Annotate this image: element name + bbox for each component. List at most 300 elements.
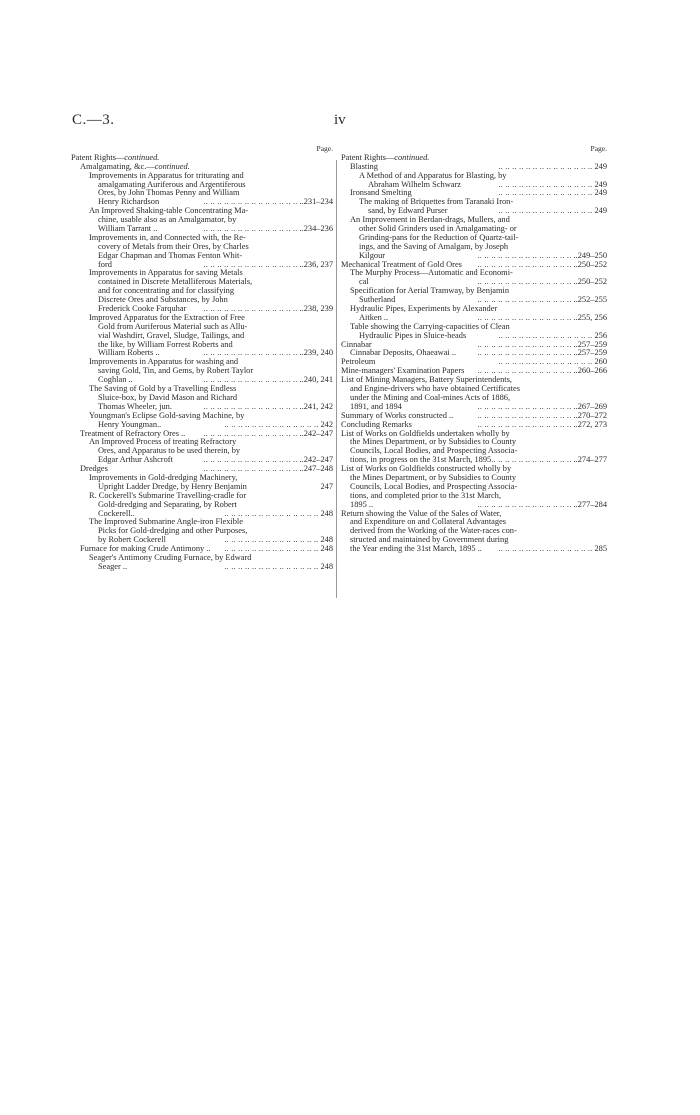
entry-page bbox=[331, 234, 333, 243]
entry-title: Patent Rights—continued. bbox=[71, 153, 160, 162]
leader-dots bbox=[160, 349, 298, 358]
leader-dots bbox=[412, 421, 572, 430]
contents-entry bbox=[341, 376, 607, 385]
contents-entry bbox=[341, 518, 607, 527]
leader-dots bbox=[247, 323, 331, 332]
entry-title: A Method of and Apparatus for Blasting, by bbox=[359, 171, 507, 180]
contents-entry bbox=[71, 287, 333, 296]
entry-title: Hydraulic Pipes, Experiments by Alexander bbox=[350, 305, 498, 314]
entry-title: Gold-dredging and Separating, by Robert bbox=[98, 500, 237, 509]
entry-page bbox=[331, 207, 333, 216]
entry-page bbox=[331, 492, 333, 501]
entry-page bbox=[331, 518, 333, 527]
leader-dots bbox=[510, 394, 605, 403]
leader-dots bbox=[520, 385, 605, 394]
leader-dots bbox=[237, 501, 331, 510]
entry-title: Sluice-box, by David Mason and Richard bbox=[98, 393, 238, 402]
leader-dots bbox=[186, 305, 297, 314]
leader-dots bbox=[517, 225, 605, 234]
contents-entry bbox=[71, 545, 333, 554]
entry-title: the like, by William Forrest Roberts and bbox=[98, 340, 233, 349]
leader-dots bbox=[236, 216, 331, 225]
entry-page bbox=[331, 341, 333, 350]
contents-entry bbox=[341, 216, 607, 225]
contents-entry bbox=[341, 474, 607, 483]
entry-title: Henry Youngman.. bbox=[98, 420, 162, 429]
contents-entry bbox=[71, 314, 333, 323]
contents-entry bbox=[71, 563, 333, 572]
contents-entry bbox=[341, 261, 607, 270]
leader-dots bbox=[373, 501, 571, 510]
leader-dots bbox=[245, 314, 331, 323]
leader-dots bbox=[236, 438, 331, 447]
entry-title: Councils, Local Bodies, and Prospecting Associa- bbox=[350, 482, 518, 491]
entry-page bbox=[331, 269, 333, 278]
entry-page bbox=[331, 438, 333, 447]
leader-dots bbox=[244, 332, 331, 341]
leader-dots bbox=[506, 518, 605, 527]
entry-page bbox=[331, 163, 333, 172]
entry-title: contained in Discrete Metalliferous Materials, bbox=[98, 278, 253, 287]
contents-entry bbox=[341, 172, 607, 181]
contents-entry bbox=[71, 189, 333, 198]
leader-dots bbox=[462, 261, 572, 270]
entry-page bbox=[605, 465, 607, 474]
entry-title: and for concentrating and for classifying bbox=[98, 287, 235, 296]
entry-title: Improvements in, and Connected with, the Re- bbox=[89, 233, 246, 242]
entry-title: Return showing the Value of the Sales of Water, bbox=[341, 509, 502, 518]
entry-page bbox=[605, 385, 607, 394]
entry-title: Dredges bbox=[80, 465, 108, 474]
contents-entry bbox=[341, 510, 607, 519]
contents-entry bbox=[341, 314, 607, 323]
entry-title: Cinnabar Deposits, Ohaeawai .. bbox=[350, 349, 457, 358]
contents-entry bbox=[71, 216, 333, 225]
leader-dots bbox=[506, 172, 605, 181]
entry-page: ..250–252 bbox=[573, 278, 607, 287]
entry-page bbox=[331, 181, 333, 190]
leader-dots bbox=[375, 358, 592, 367]
entry-title: Gold from Auriferous Material such as Allu- bbox=[98, 322, 248, 331]
entry-title: the Year ending the 31st March, 1895 .. bbox=[350, 545, 482, 554]
contents-entry bbox=[71, 234, 333, 243]
entry-title: Mechanical Treatment of Gold Ores bbox=[341, 260, 462, 269]
contents-entry bbox=[71, 483, 333, 492]
entry-page bbox=[331, 154, 333, 163]
entry-page bbox=[331, 243, 333, 252]
entry-title: List of Mining Managers, Battery Superintendents, bbox=[341, 376, 512, 385]
entry-title: ings, and the Saving of Amalgam, by Joseph bbox=[359, 242, 509, 251]
contents-entry bbox=[71, 421, 333, 430]
leader-dots bbox=[233, 341, 331, 350]
entry-title: derived from the Working of the Water-races con- bbox=[350, 527, 517, 536]
leader-dots bbox=[509, 287, 605, 296]
contents-entry bbox=[341, 421, 607, 430]
leader-dots bbox=[243, 269, 331, 278]
contents-entry bbox=[341, 181, 607, 190]
contents-entry bbox=[341, 189, 607, 198]
leader-dots bbox=[456, 349, 571, 358]
leader-dots bbox=[511, 465, 605, 474]
leader-dots bbox=[517, 447, 605, 456]
entry-page: 247 bbox=[320, 482, 333, 491]
entry-title: List of Works on Goldfields constructed wholly by bbox=[341, 465, 512, 474]
entry-page bbox=[605, 483, 607, 492]
entry-page: ..240, 241 bbox=[299, 376, 333, 385]
contents-entry bbox=[341, 323, 607, 332]
contents-entry bbox=[341, 358, 607, 367]
entry-page bbox=[331, 527, 333, 536]
entry-page bbox=[605, 447, 607, 456]
entry-page: 285 bbox=[594, 545, 607, 554]
contents-entry bbox=[341, 438, 607, 447]
leader-dots bbox=[513, 198, 605, 207]
entry-page bbox=[605, 527, 607, 536]
entry-page bbox=[331, 296, 333, 305]
contents-entry bbox=[341, 492, 607, 501]
entry-page bbox=[331, 287, 333, 296]
contents-entry bbox=[341, 154, 607, 163]
contents-entry bbox=[71, 163, 333, 172]
contents-entry bbox=[71, 536, 333, 545]
entry-page bbox=[605, 287, 607, 296]
contents-entry bbox=[71, 554, 333, 563]
entry-page: ..234–236 bbox=[299, 225, 333, 234]
entry-page bbox=[605, 198, 607, 207]
contents-entry bbox=[71, 252, 333, 261]
entry-title: Picks for Gold-dredging and other Purposes, bbox=[98, 527, 248, 536]
entry-title: Improvements in Apparatus for washing and bbox=[89, 358, 239, 367]
contents-entry bbox=[341, 367, 607, 376]
entry-title: Grinding-pans for the Reduction of Quartz-tail- bbox=[359, 233, 519, 242]
contents-entry bbox=[71, 269, 333, 278]
leader-dots bbox=[211, 545, 319, 554]
contents-entry bbox=[71, 465, 333, 474]
leader-dots bbox=[161, 421, 318, 430]
entry-page bbox=[331, 252, 333, 261]
entry-title: Cockerell.. bbox=[98, 509, 135, 518]
entry-title: and Engine-drivers who have obtained Certificates bbox=[350, 385, 520, 394]
contents-entry bbox=[71, 367, 333, 376]
leader-dots bbox=[412, 189, 593, 198]
entry-page bbox=[605, 269, 607, 278]
entry-title: Edgar Chapman and Thomas Fenton Whit- bbox=[98, 251, 243, 260]
leader-dots bbox=[246, 234, 331, 243]
contents-entry bbox=[71, 207, 333, 216]
contents-entry bbox=[341, 465, 607, 474]
leader-dots bbox=[517, 527, 605, 536]
leader-dots bbox=[242, 252, 331, 261]
contents-entry bbox=[71, 154, 333, 163]
leader-dots bbox=[453, 412, 571, 421]
entry-page bbox=[331, 278, 333, 287]
contents-entry bbox=[71, 358, 333, 367]
leader-dots bbox=[510, 430, 605, 439]
entry-title: the Mines Department, or by Subsidies to County bbox=[350, 438, 517, 447]
leader-dots bbox=[247, 527, 331, 536]
entry-title: Henry Richardson bbox=[98, 198, 160, 207]
entry-title: the Mines Department, or by Subsidies to County bbox=[350, 473, 517, 482]
contents-entry bbox=[71, 278, 333, 287]
entry-title: William Roberts .. bbox=[98, 349, 160, 358]
contents-entry bbox=[71, 323, 333, 332]
leader-dots bbox=[464, 367, 571, 376]
entry-page: ..277–284 bbox=[573, 500, 607, 509]
entry-title: Upright Ladder Dredge, by Henry Benjamin bbox=[98, 482, 247, 491]
contents-entry bbox=[341, 163, 607, 172]
contents-entry bbox=[341, 385, 607, 394]
entry-title: Improvements in Apparatus for triturating and bbox=[89, 171, 244, 180]
contents-entry bbox=[71, 492, 333, 501]
leader-dots bbox=[461, 181, 592, 190]
entry-title: Patent Rights—continued. bbox=[341, 153, 430, 162]
leader-dots bbox=[497, 305, 605, 314]
contents-entry bbox=[71, 341, 333, 350]
leader-dots bbox=[159, 154, 331, 163]
entry-page: ..260–266 bbox=[573, 367, 607, 376]
entry-title: Coghlan .. bbox=[98, 376, 133, 385]
entry-page: 260 bbox=[594, 358, 607, 367]
leader-dots bbox=[127, 563, 318, 572]
contents-entry bbox=[341, 536, 607, 545]
leader-dots bbox=[249, 243, 331, 252]
entry-title: William Tarrant .. bbox=[98, 225, 158, 234]
leader-dots bbox=[501, 492, 605, 501]
contents-entry bbox=[341, 483, 607, 492]
entry-title: Hydraulic Pipes in Sluice-heads bbox=[359, 331, 467, 340]
page-column-label: Page. bbox=[590, 144, 607, 153]
entry-title: Table showing the Carrying-capacities of Clean bbox=[350, 322, 510, 331]
entry-title: Specification for Aerial Tramway, by Benjamin bbox=[350, 287, 510, 296]
entry-page bbox=[605, 243, 607, 252]
entry-title: vial Washdirt, Gravel, Sludge, Tailings, and bbox=[98, 331, 245, 340]
contents-entry bbox=[341, 501, 607, 510]
entry-page bbox=[605, 225, 607, 234]
entry-title: structed and maintained by Government during bbox=[350, 536, 509, 545]
entry-page: ..267–269 bbox=[573, 402, 607, 411]
contents-column-right bbox=[341, 145, 607, 554]
contents-entry bbox=[71, 198, 333, 207]
contents-entry bbox=[341, 243, 607, 252]
entry-title: Improvements in Apparatus for saving Metals bbox=[89, 269, 243, 278]
leader-dots bbox=[234, 287, 331, 296]
leader-dots bbox=[238, 358, 331, 367]
entry-title: Frederick Cooke Farquhar bbox=[98, 305, 187, 314]
entry-page: ..257–259 bbox=[573, 349, 607, 358]
entry-page bbox=[605, 394, 607, 403]
entry-title: Abraham Wilhelm Schwarz bbox=[368, 180, 461, 189]
entry-page: ..241, 242 bbox=[299, 402, 333, 411]
entry-title: Discrete Ores and Substances, by John bbox=[98, 296, 228, 305]
leader-dots bbox=[190, 163, 331, 172]
contents-entry bbox=[341, 527, 607, 536]
entry-page: 248 bbox=[320, 562, 333, 571]
leader-dots bbox=[239, 189, 331, 198]
leader-dots bbox=[173, 456, 298, 465]
entry-title: Amalgamating, &c.—continued. bbox=[80, 162, 190, 171]
entry-page: 248 bbox=[320, 509, 333, 518]
leader-dots bbox=[517, 483, 605, 492]
entry-title: R. Cockerell's Submarine Travelling-cradle for bbox=[89, 491, 247, 500]
contents-entry bbox=[341, 456, 607, 465]
contents-entry bbox=[341, 207, 607, 216]
contents-entry bbox=[341, 403, 607, 412]
entry-title: tions, in progress on the 31st March, 1895 bbox=[350, 456, 492, 465]
entry-page: ..257–259 bbox=[573, 340, 607, 349]
leader-dots bbox=[510, 323, 605, 332]
entry-page: ..250–252 bbox=[573, 260, 607, 269]
entry-title: and Expenditure on and Collateral Advantages bbox=[350, 518, 507, 527]
entry-page: ..249–250 bbox=[573, 251, 607, 260]
entry-title: Summary of Works constructed .. bbox=[341, 411, 454, 420]
entry-title: sand, by Edward Purser bbox=[368, 207, 448, 216]
entry-page: 248 bbox=[320, 545, 333, 554]
contents-entry bbox=[71, 394, 333, 403]
contents-entry bbox=[341, 394, 607, 403]
entry-page: 256 bbox=[594, 331, 607, 340]
contents-entry bbox=[341, 305, 607, 314]
entry-title: Seager .. bbox=[98, 562, 128, 571]
entry-title: Councils, Local Bodies, and Prospecting Associa- bbox=[350, 447, 518, 456]
contents-entry bbox=[71, 438, 333, 447]
document-reference: C.—3. bbox=[72, 112, 115, 128]
leader-dots bbox=[185, 430, 297, 439]
leader-dots bbox=[246, 492, 331, 501]
entry-page bbox=[331, 394, 333, 403]
entry-page: 249 bbox=[594, 180, 607, 189]
entry-page bbox=[331, 447, 333, 456]
leader-dots bbox=[369, 278, 572, 287]
entry-title: Furnace for making Crude Antimony .. bbox=[80, 545, 211, 554]
contents-entry bbox=[341, 296, 607, 305]
entry-page bbox=[331, 501, 333, 510]
entry-title: The making of Briquettes from Taranaki Iron- bbox=[359, 198, 514, 207]
entry-page bbox=[331, 474, 333, 483]
leader-dots bbox=[501, 510, 605, 519]
leader-dots bbox=[378, 163, 593, 172]
entry-page: 249 bbox=[594, 162, 607, 171]
leader-dots bbox=[166, 536, 319, 545]
leader-dots bbox=[508, 243, 605, 252]
entry-title: cal bbox=[359, 278, 369, 287]
entry-title: Improved Apparatus for the Extraction of Free bbox=[89, 313, 245, 322]
entry-page bbox=[605, 492, 607, 501]
entry-page: 249 bbox=[594, 189, 607, 198]
page-number: iv bbox=[334, 112, 346, 128]
leader-dots bbox=[159, 198, 297, 207]
leader-dots bbox=[108, 465, 298, 474]
contents-entry bbox=[341, 252, 607, 261]
entry-title: Mine-managers' Examination Papers bbox=[341, 367, 465, 376]
contents-entry bbox=[71, 181, 333, 190]
leader-dots bbox=[491, 456, 571, 465]
entry-page bbox=[605, 510, 607, 519]
entry-page: ..274–277 bbox=[573, 456, 607, 465]
entry-page: ..272, 273 bbox=[573, 420, 607, 429]
leader-dots bbox=[466, 332, 592, 341]
entry-page bbox=[331, 412, 333, 421]
entry-page bbox=[331, 314, 333, 323]
entry-page bbox=[605, 323, 607, 332]
entry-page: ..270–272 bbox=[573, 411, 607, 420]
leader-dots bbox=[448, 207, 593, 216]
entry-page bbox=[331, 358, 333, 367]
entry-page bbox=[605, 536, 607, 545]
contents-entry bbox=[341, 269, 607, 278]
contents-entry bbox=[71, 447, 333, 456]
entry-page: ..247–248 bbox=[299, 465, 333, 474]
entry-title: Youngman's Eclipse Gold-saving Machine, by bbox=[89, 411, 245, 420]
entry-title: List of Works on Goldfields undertaken wholly by bbox=[341, 429, 510, 438]
entry-page bbox=[331, 554, 333, 563]
entry-title: Concluding Remarks bbox=[341, 420, 412, 429]
entry-title: Thomas Wheeler, jun. bbox=[98, 402, 172, 411]
contents-entry bbox=[71, 172, 333, 181]
entry-title: An Improved Shaking-table Concentrating Ma- bbox=[89, 207, 249, 216]
entry-title: Blasting bbox=[350, 162, 378, 171]
contents-entry bbox=[341, 349, 607, 358]
contents-entry bbox=[71, 225, 333, 234]
entry-title: amalgamating Auriferous and Argentiferous bbox=[98, 180, 246, 189]
leader-dots bbox=[135, 510, 319, 519]
entry-page bbox=[331, 385, 333, 394]
entry-page bbox=[331, 216, 333, 225]
entry-page: ..252–255 bbox=[573, 296, 607, 305]
leader-dots bbox=[252, 278, 331, 287]
entry-title: chine, usable also as an Amalgamator, by bbox=[98, 216, 237, 225]
entry-title: other Solid Grinders used in Amalgamating- or bbox=[359, 225, 517, 234]
entry-page bbox=[605, 518, 607, 527]
contents-entry bbox=[71, 403, 333, 412]
entry-page bbox=[605, 154, 607, 163]
leader-dots bbox=[512, 376, 605, 385]
entry-title: Sutherland bbox=[359, 296, 396, 305]
leader-dots bbox=[244, 412, 331, 421]
entry-title: under the Mining and Coal-mines Acts of 1886, bbox=[350, 393, 511, 402]
contents-entry bbox=[341, 332, 607, 341]
entry-page bbox=[605, 305, 607, 314]
entry-page: ..239, 240 bbox=[299, 349, 333, 358]
contents-entry bbox=[341, 225, 607, 234]
entry-page bbox=[331, 332, 333, 341]
contents-entry bbox=[341, 447, 607, 456]
contents-entry bbox=[341, 341, 607, 350]
page-column-label: Page. bbox=[316, 144, 333, 153]
contents-entry bbox=[71, 305, 333, 314]
leader-dots bbox=[248, 207, 331, 216]
leader-dots bbox=[516, 474, 605, 483]
contents-entry bbox=[341, 412, 607, 421]
contents-column-left bbox=[71, 145, 333, 572]
entry-title: Treatment of Refractory Ores .. bbox=[80, 429, 186, 438]
entry-title: Seager's Antimony Cruding Furnace, by Edward bbox=[89, 553, 252, 562]
contents-entry bbox=[341, 545, 607, 554]
leader-dots bbox=[385, 252, 571, 261]
entry-title: by Robert Cockerell bbox=[98, 536, 166, 545]
entry-title: tions, and completed prior to the 31st March, bbox=[350, 491, 501, 500]
entry-page: 249 bbox=[594, 207, 607, 216]
contents-entry bbox=[71, 518, 333, 527]
leader-dots bbox=[402, 403, 572, 412]
entry-page bbox=[605, 234, 607, 243]
leader-dots bbox=[372, 341, 572, 350]
entry-title: 1895 .. bbox=[350, 500, 374, 509]
entry-title: The Saving of Gold by a Travelling Endless bbox=[89, 385, 237, 394]
leader-dots bbox=[429, 154, 605, 163]
entry-title: Kilgour bbox=[359, 251, 386, 260]
entry-page: 242 bbox=[320, 420, 333, 429]
contents-entry bbox=[71, 527, 333, 536]
